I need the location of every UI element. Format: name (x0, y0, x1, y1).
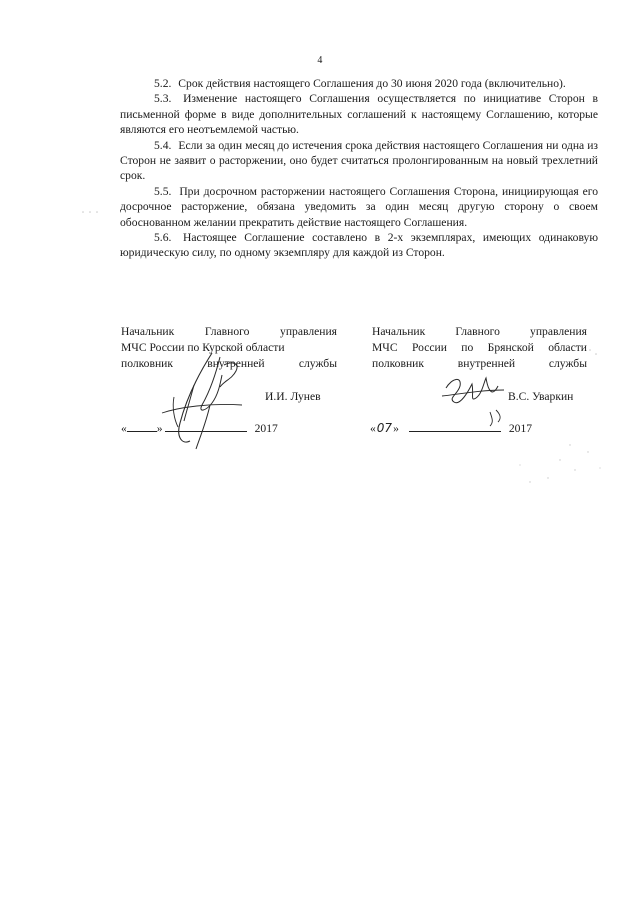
clause-number: 5.3. (154, 92, 172, 106)
signatory-rank: полковник внутренней службы (121, 357, 337, 370)
clause-number: 5.4. (154, 138, 172, 152)
date-year: 2017 (254, 422, 278, 435)
page-number: 4 (317, 55, 323, 66)
date-open-quote: « (121, 422, 127, 435)
clause-text: Настоящее Соглашение составлено в 2-х экземплярах, имеющих одинаковую юридическую силу, по одному экземпляру для каждой из Сторон. (120, 231, 598, 260)
signatory-organization: МЧС России по Курской области (121, 341, 285, 354)
clause-number: 5.6. (154, 231, 172, 245)
clause-number: 5.5. (154, 184, 172, 198)
signatory-name-left: И.И. Лунев (265, 390, 321, 403)
date-close-quote: » (156, 422, 163, 435)
clause-number: 5.2. (154, 77, 172, 90)
clause-text: Если за один месяц до истечения срока действия настоящего Соглашения ни одна из Сторон не заявит о расторжении, оно будет считаться пролонгированным на новый трехлетний срок. (120, 138, 598, 183)
signatory-position: Начальник Главного управления (372, 325, 587, 338)
signatory-position: Начальник Главного управления (121, 325, 337, 338)
date-year: 2017 (508, 422, 533, 435)
date-day-handwritten: 07 (376, 421, 393, 435)
signatory-rank: полковник внутренней службы (372, 357, 587, 370)
clause-text: При досрочном расторжении настоящего Соглашения Сторона, инициирующая его досрочное расторжение, обязана уведомить за один месяц другую сторону о своем обоснованном желании прекратить действие настоящего Соглашения. (120, 184, 599, 229)
signatory-name-right: В.С. Уваркин (508, 390, 574, 403)
date-open-quote: « (370, 422, 376, 435)
clause-text: Изменение настоящего Соглашения осуществляется по инициативе Сторон в письменной форме в виде дополнительных соглашений к настоящему Соглашению, которые являются его неотъемлемой частью. (120, 92, 598, 137)
signatory-organization: МЧС России по Брянской области (372, 341, 587, 354)
date-close-quote: » (393, 422, 399, 435)
clause-text: Срок действия настоящего Соглашения до 30 июня 2020 года (включительно). (178, 77, 566, 90)
